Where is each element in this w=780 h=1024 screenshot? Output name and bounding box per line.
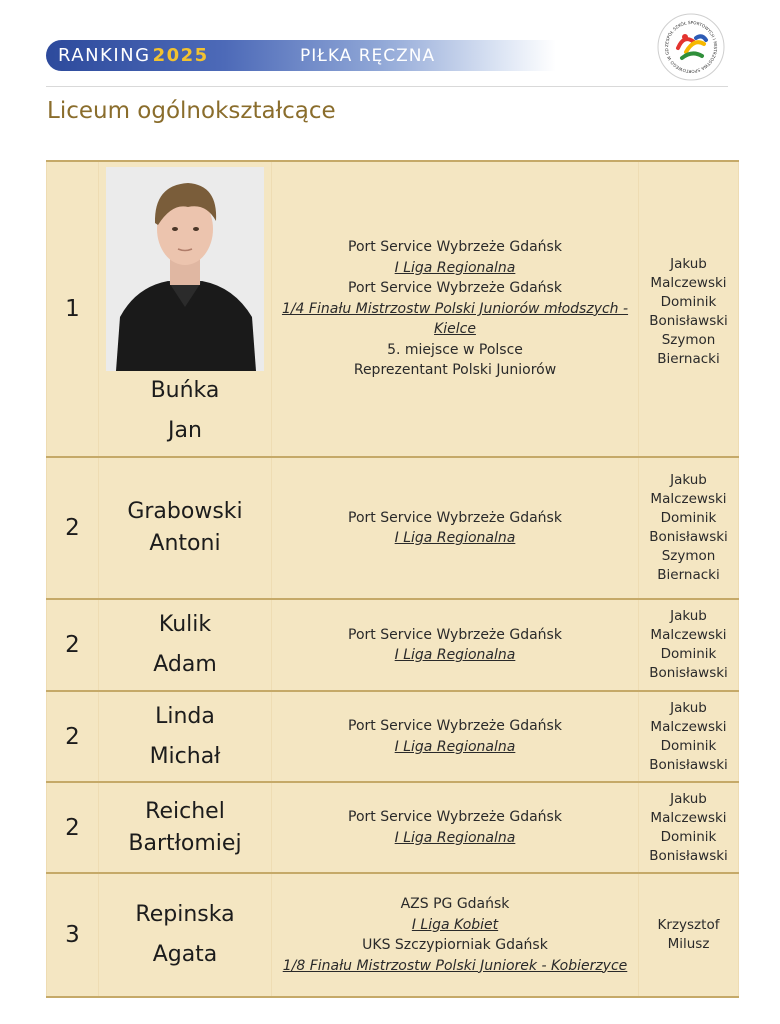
athlete-firstname: Adam <box>153 652 217 677</box>
place-cell: 2 <box>47 691 99 782</box>
place-cell: 2 <box>47 457 99 599</box>
achievement-line: I Liga Regionalna <box>394 259 516 276</box>
coach-line: Malczewski <box>650 718 727 735</box>
athlete-photo <box>106 167 264 371</box>
coach-line: Malczewski <box>650 627 727 643</box>
school-logo <box>656 12 726 82</box>
coach-line: Bonisławski <box>649 847 728 864</box>
coach-line: Dominik <box>660 294 717 310</box>
achievement-line: Port Service Wybrzeże Gdańsk <box>348 280 562 297</box>
achievements-cell <box>272 599 639 691</box>
achievements-cell <box>272 457 639 599</box>
achievement-line: Port Service Wybrzeże Gdańsk <box>348 718 562 734</box>
coach-line: Dominik <box>660 828 717 845</box>
athlete-surname: Reichel <box>145 798 225 824</box>
table-row <box>47 457 739 599</box>
person-cell <box>99 457 272 599</box>
place-cell: 2 <box>47 599 99 691</box>
ranking-table <box>46 160 739 998</box>
ranking-year: 2025 <box>152 45 209 66</box>
coach-line: Jakub <box>670 608 707 624</box>
coach-line: Bonisławski <box>649 313 728 329</box>
coach-line: Biernacki <box>657 351 720 367</box>
coaches-cell <box>639 457 739 599</box>
header-banner <box>46 40 556 71</box>
athlete-surname: Kulik <box>158 612 212 637</box>
athlete-surname: Buńka <box>150 378 220 403</box>
athlete-firstname: Agata <box>152 942 218 967</box>
ranking-table-body <box>47 161 739 997</box>
person-cell <box>99 873 272 997</box>
achievement-line: Port Service Wybrzeże Gdańsk <box>348 509 562 526</box>
achievement-line: AZS PG Gdańsk <box>400 896 510 912</box>
table-row <box>47 782 739 873</box>
section-title: Liceum ogólnokształcące <box>47 98 336 124</box>
coach-line: Dominik <box>660 510 717 526</box>
coaches-cell <box>639 873 739 997</box>
ranking-label: RANKING 2025 <box>58 45 209 66</box>
coach-line: Szymon <box>661 548 716 564</box>
table-row <box>47 691 739 782</box>
coach-line: Jakub <box>670 699 707 716</box>
person-cell <box>99 161 272 457</box>
athlete-surname: Linda <box>155 703 215 729</box>
table-row <box>47 599 739 691</box>
table-row <box>47 873 739 997</box>
achievement-line: Port Service Wybrzeże Gdańsk <box>348 626 562 643</box>
coach-line: Biernacki <box>657 567 720 583</box>
place-cell: 2 <box>47 782 99 873</box>
coach-line: Szymon <box>661 332 716 348</box>
achievements-cell <box>272 873 639 997</box>
place-cell: 3 <box>47 873 99 997</box>
coach-line: Dominik <box>660 646 717 662</box>
achievement-line: Kielce <box>434 321 476 338</box>
achievement-line: I Liga Regionalna <box>394 829 516 846</box>
coach-line: Jakub <box>670 472 707 488</box>
coach-line: Malczewski <box>650 275 727 291</box>
athlete-firstname: Michał <box>149 743 221 769</box>
coaches-cell <box>639 691 739 782</box>
achievement-line: I Liga Regionalna <box>394 647 516 663</box>
coach-line: Dominik <box>660 737 717 754</box>
person-cell <box>99 782 272 873</box>
coaches-cell <box>639 782 739 873</box>
coaches-cell <box>639 161 739 457</box>
person-cell <box>99 599 272 691</box>
place-cell: 1 <box>47 161 99 457</box>
achievements-cell <box>272 161 639 457</box>
athlete-surname: Grabowski <box>127 499 243 524</box>
coach-line: Milusz <box>667 936 710 952</box>
header-divider <box>46 86 728 87</box>
achievement-line: I Liga Regionalna <box>394 530 516 546</box>
achievement-line: 1/8 Finału Mistrzostw Polski Juniorek - Kobierzyce <box>282 957 628 974</box>
achievement-line: UKS Szczypiorniak Gdańsk <box>362 937 548 953</box>
athlete-surname: Repinska <box>135 902 235 927</box>
sport-name: PIŁKA RĘCZNA <box>300 45 436 66</box>
coach-line: Jakub <box>670 256 707 272</box>
coach-line: Bonisławski <box>649 529 728 545</box>
logo-text: ZESPÓŁ SZKÓŁ SPORTOWYCH I MISTRZOSTWA SPORTOWEGO W GD <box>663 19 719 75</box>
achievement-line: 1/4 Finału Mistrzostw Polski Juniorów młodszych - <box>281 300 629 317</box>
achievement-line: 5. miejsce w Polsce <box>387 341 523 358</box>
achievements-cell <box>272 782 639 873</box>
achievement-line: Port Service Wybrzeże Gdańsk <box>348 239 562 256</box>
person-cell <box>99 691 272 782</box>
coach-line: Bonisławski <box>649 665 728 681</box>
coach-line: Jakub <box>670 790 707 807</box>
achievement-line: Port Service Wybrzeże Gdańsk <box>348 809 562 825</box>
achievement-line: I Liga Kobiet <box>411 916 499 933</box>
achievement-line: I Liga Regionalna <box>394 738 516 755</box>
athlete-firstname: Antoni <box>149 531 221 556</box>
coach-line: Malczewski <box>650 491 727 507</box>
coach-line: Bonisławski <box>649 756 728 773</box>
athlete-firstname: Bartłomiej <box>128 830 242 856</box>
achievement-line: Reprezentant Polski Juniorów <box>353 362 557 379</box>
achievements-cell <box>272 691 639 782</box>
coach-line: Malczewski <box>650 809 727 826</box>
athlete-firstname: Jan <box>168 418 202 443</box>
coach-line: Krzysztof <box>657 917 720 933</box>
coaches-cell <box>639 599 739 691</box>
table-row <box>47 161 739 457</box>
